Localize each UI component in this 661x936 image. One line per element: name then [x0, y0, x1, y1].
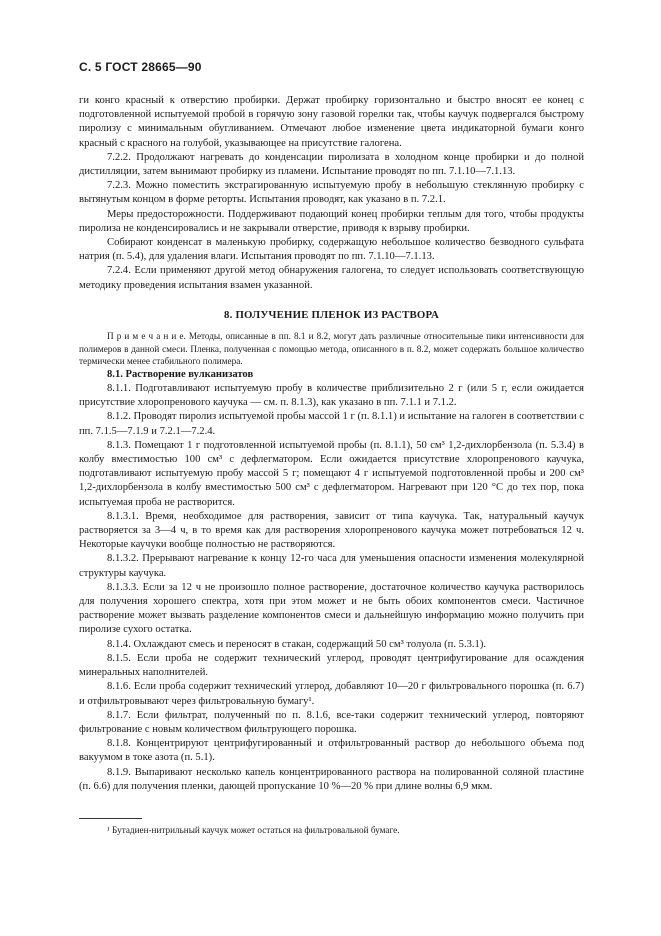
paragraph-7-2-2: 7.2.2. Продолжают нагревать до конденсации пиролизата в холодном конце пробирки и до полной дистилляции, затем вынимают пробирку из пламени. Испытание проводят по пп. 7.1.10—7.1.13.: [79, 151, 584, 178]
paragraph-8-1-1: 8.1.1. Подготавливают испытуемую пробу в количестве приблизительно 2 г (или 5 г, если ожидается присутствие хлоропренового каучука — см. п. 8.1.3), как указано в пп. 7.1.1 и 7.1.2.: [79, 383, 584, 409]
paragraph-7-2-4: 7.2.4. Если применяют другой метод обнаружения галогена, то следует использовать соответствующую методику проведения испытания взамен указанной.: [79, 265, 584, 291]
footnote: ¹ Бутадиен-нитрильный каучук может остаться на фильтровальной бумаге.: [107, 825, 400, 835]
note-label: П р и м е ч а н и е.: [107, 331, 186, 342]
paragraph-8-1-9: 8.1.9. Выпаривают несколько капель концентрированного раствора на полированной соляной пластине (п. 6.6) для получения пленки, дающей пропускание 10 %—20 % при длине волны 6,9 мкм.: [79, 766, 584, 792]
paragraph-8-1-4: 8.1.4. Охлаждают смесь и переносят в стакан, содержащий 50 см³ толуола (п. 5.3.1).: [107, 638, 487, 650]
section-title: 8. ПОЛУЧЕНИЕ ПЛЕНОК ИЗ РАСТВОРА: [224, 308, 439, 321]
paragraph-8-1-6: 8.1.6. Если проба содержит технический углерод, добавляют 10—20 г фильтровального порошка (п. 6.7) и отфильтровывают через фильтровальную бумагу¹.: [79, 681, 584, 707]
paragraph-8-1-8: 8.1.8. Концентрируют центрифугированный и отфильтрованный раствор до небольшого объема под вакуумом в токе азота (п. 5.1).: [79, 738, 584, 764]
paragraph-condensate: Собирают конденсат в маленькую пробирку, содержащую небольшое количество безводного сульфата натрия (п. 5.4), для удаления влаги. Испытания проводят по пп. 7.1.10—7.1.13.: [79, 237, 584, 263]
document-body: [79, 94, 584, 794]
paragraph-8-1-3-2: 8.1.3.2. Прерывают нагревание к концу 12-го часа для уменьшения опасности изменения молекулярной структуры каучука.: [79, 553, 584, 579]
paragraph-8-1-3-1: 8.1.3.1. Время, необходимое для растворения, зависит от типа каучука. Так, натуральный каучук растворяется за 3—4 ч, в то время как для растворения хлоропренового каучука может потребоваться 12 ч. Некоторые каучуки вообще полностью не растворяются.: [79, 510, 584, 551]
footnote-divider: [79, 818, 142, 819]
paragraph-8-1-2: 8.1.2. Проводят пиролиз испытуемой пробы массой 1 г (п. 8.1.1) и испытание на галоген в соответствии с пп. 7.1.5—7.1.9 и 7.2.1—7.2.4.: [79, 411, 584, 437]
note: [79, 330, 584, 368]
paragraph-8-1-3-3: 8.1.3.3. Если за 12 ч не произошло полное растворение, достаточное количество каучука растворилось для получения хорошего спектра, хотя при этом может и не быть обоих компонентов смеси. Частичное растворение может вызвать разделение компонентов смеси и дальнейшую информацию можно получить при пиролизе сухого остатка.: [79, 581, 584, 636]
paragraph-precautions: Меры предосторожности. Поддерживают подающий конец пробирки теплым для того, чтобы продукты пиролиза не конденсировались и не закрывали отверстие, приводя к взрыву пробирки.: [79, 208, 584, 234]
paragraph-8-1-7: 8.1.7. Если фильтрат, полученный по п. 8.1.6, все-таки содержит технический углерод, повторяют фильтрование с новым количеством фильтрующего порошка.: [79, 709, 584, 735]
page-header: С. 5 ГОСТ 28665—90: [79, 60, 202, 74]
paragraph-8-1-3: 8.1.3. Помещают 1 г подготовленной испытуемой пробы (п. 8.1.1), 50 см³ 1,2-дихлорбензола (п. 5.3.4) в колбу вместимостью 100 см³ с дефлегматором. Если ожидается присутствие хлоропренового каучука, подготавливают испытуемую пробу массой 5 г; помещают 4 г испытуемой подготовленной пробы и 200 см³ 1,2-дихлорбензола в колбу вместимостью 500 см³ с дефлегматором. Нагревают при 120 °С до тех пор, пока испытуемая проба не растворится.: [79, 439, 584, 508]
subsection-title: 8.1. Растворение вулканизатов: [107, 368, 254, 380]
paragraph-7-2-3: 7.2.3. Можно поместить экстрагированную испытуемую пробу в небольшую стеклянную пробирку с вытянутым концом в форме реторты. Испытания проводят, как указано в п. 7.2.1.: [79, 180, 584, 206]
paragraph: ги конго красный к отверстию пробирки. Держат пробирку горизонтально и быстро вносят ее конец с подготовленной испытуемой пробой в горячую зону газовой горелки так, чтобы каучук подвергался быстрому пиролизу с минимальным обугливанием. Отмечают любое изменение цвета индикаторной бумаги конго красный с красного на голубой, указывающее на присутствие галогена.: [79, 95, 584, 149]
paragraph-8-1-5: 8.1.5. Если проба не содержит технический углерод, проводят центрифугирование для осаждения минеральных наполнителей.: [79, 652, 584, 679]
note-text: Методы, описанные в пп. 8.1 и 8.2, могут дать различные относительные пики интенсивности для полимеров в данной смеси. Пленка, полученная с помощью метода, описанного в п. 8.2, может содержать большое количество термически менее стабильного полимера.: [79, 331, 584, 367]
